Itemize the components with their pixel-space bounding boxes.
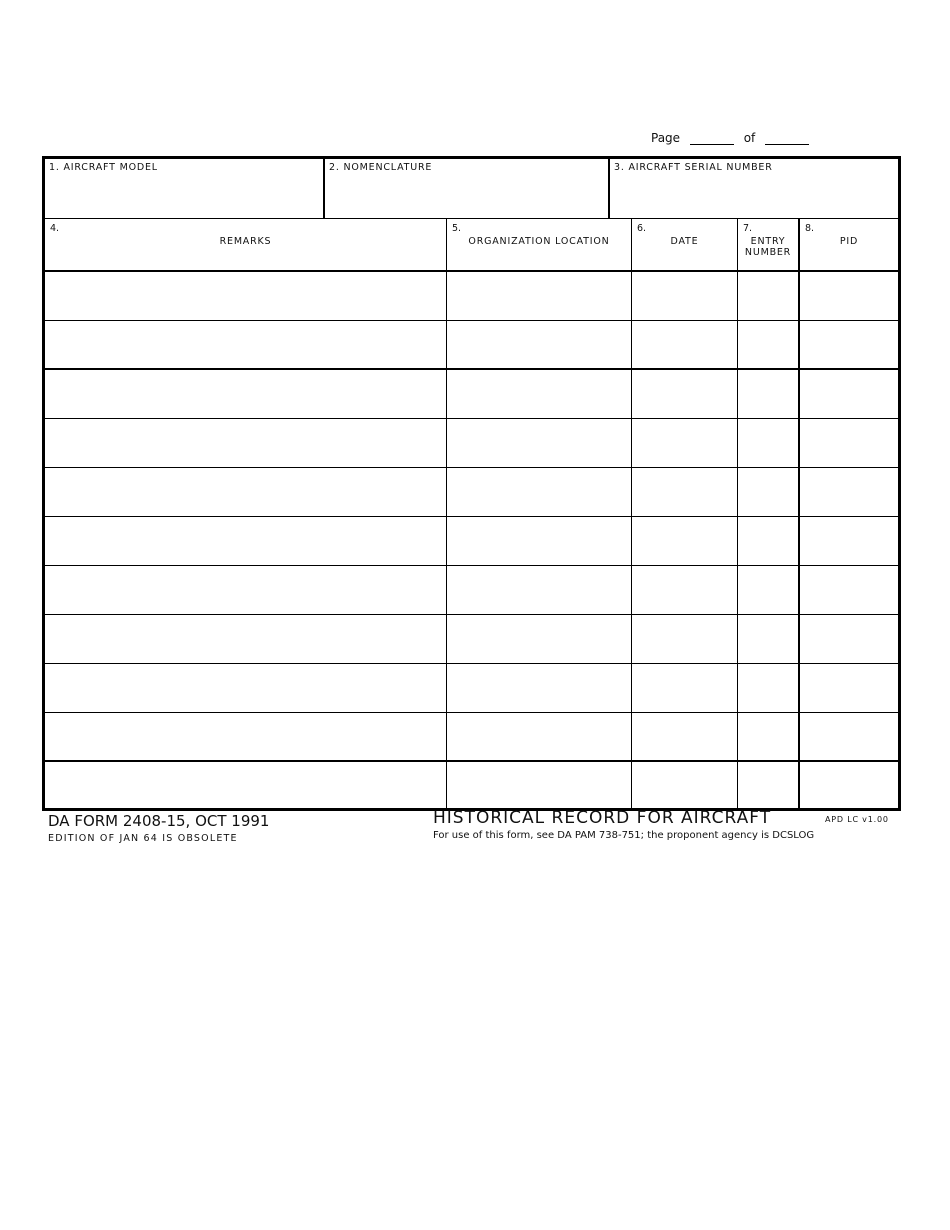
date-cell[interactable] — [632, 664, 738, 712]
form-number: DA FORM 2408-15, OCT 1991 — [48, 812, 270, 830]
page-number-line — [651, 130, 815, 145]
page-label: Page — [651, 131, 681, 145]
remarks-cell[interactable] — [45, 321, 447, 368]
table-row — [45, 713, 898, 762]
table-row — [45, 762, 898, 811]
table-row — [45, 615, 898, 664]
remarks-cell[interactable] — [45, 468, 447, 516]
date-column-header — [632, 219, 738, 270]
pid-cell[interactable] — [800, 615, 898, 663]
edition-note: EDITION OF JAN 64 IS OBSOLETE — [48, 833, 238, 844]
pid-cell[interactable] — [800, 762, 898, 811]
table-row — [45, 664, 898, 713]
pid-cell[interactable] — [800, 468, 898, 516]
entry-number-cell[interactable] — [738, 615, 800, 663]
form-header — [45, 159, 898, 219]
page-number-field[interactable] — [690, 130, 734, 145]
historical-record-form — [42, 156, 901, 811]
date-cell[interactable] — [632, 762, 738, 811]
organization-location-cell[interactable] — [447, 517, 632, 565]
column-number: 4. — [50, 223, 60, 234]
remarks-cell[interactable] — [45, 762, 447, 811]
pid-cell[interactable] — [800, 272, 898, 320]
column-number: 7. — [743, 223, 753, 234]
entry-number-cell[interactable] — [738, 370, 800, 418]
remarks-cell[interactable] — [45, 370, 447, 418]
entry-number-cell[interactable] — [738, 419, 800, 467]
form-title: HISTORICAL RECORD FOR AIRCRAFT — [433, 808, 772, 828]
aircraft-model-field[interactable] — [45, 159, 325, 218]
column-title: ENTRY NUMBER — [744, 236, 792, 258]
column-title: DATE — [670, 236, 699, 247]
pid-cell[interactable] — [800, 321, 898, 368]
entry-number-cell[interactable] — [738, 762, 800, 811]
column-header-row — [45, 219, 898, 272]
pid-cell[interactable] — [800, 713, 898, 760]
entry-rows — [45, 272, 898, 808]
column-number: 8. — [805, 223, 815, 234]
remarks-cell[interactable] — [45, 517, 447, 565]
remarks-cell[interactable] — [45, 713, 447, 760]
entry-number-cell[interactable] — [738, 468, 800, 516]
pid-cell[interactable] — [800, 517, 898, 565]
organization-location-cell[interactable] — [447, 370, 632, 418]
date-cell[interactable] — [632, 321, 738, 368]
date-cell[interactable] — [632, 517, 738, 565]
entry-number-cell[interactable] — [738, 517, 800, 565]
organization-location-column-header — [447, 219, 632, 270]
form-identification — [48, 812, 269, 844]
organization-location-cell[interactable] — [447, 468, 632, 516]
pid-cell[interactable] — [800, 419, 898, 467]
aircraft-model-label: 1. AIRCRAFT MODEL — [49, 162, 158, 173]
organization-location-cell[interactable] — [447, 321, 632, 368]
table-row — [45, 566, 898, 615]
table-row — [45, 517, 898, 566]
date-cell[interactable] — [632, 272, 738, 320]
form-title-block — [433, 808, 814, 841]
remarks-cell[interactable] — [45, 615, 447, 663]
column-title: REMARKS — [219, 236, 272, 247]
entry-number-column-header — [738, 219, 800, 270]
entry-number-cell[interactable] — [738, 321, 800, 368]
serial-number-field[interactable] — [610, 159, 898, 218]
table-row — [45, 468, 898, 517]
organization-location-cell[interactable] — [447, 664, 632, 712]
pid-cell[interactable] — [800, 566, 898, 614]
page-of-label: of — [743, 131, 756, 145]
nomenclature-field[interactable] — [325, 159, 610, 218]
date-cell[interactable] — [632, 419, 738, 467]
organization-location-cell[interactable] — [447, 566, 632, 614]
date-cell[interactable] — [632, 713, 738, 760]
date-cell[interactable] — [632, 566, 738, 614]
table-row — [45, 272, 898, 321]
organization-location-cell[interactable] — [447, 272, 632, 320]
pid-column-header — [800, 219, 898, 270]
remarks-cell[interactable] — [45, 419, 447, 467]
organization-location-cell[interactable] — [447, 615, 632, 663]
remarks-column-header — [45, 219, 447, 270]
table-row — [45, 321, 898, 370]
organization-location-cell[interactable] — [447, 419, 632, 467]
date-cell[interactable] — [632, 615, 738, 663]
serial-number-label: 3. AIRCRAFT SERIAL NUMBER — [614, 162, 773, 173]
date-cell[interactable] — [632, 370, 738, 418]
organization-location-cell[interactable] — [447, 762, 632, 811]
entry-number-cell[interactable] — [738, 566, 800, 614]
entry-number-cell[interactable] — [738, 664, 800, 712]
pid-cell[interactable] — [800, 664, 898, 712]
organization-location-cell[interactable] — [447, 713, 632, 760]
column-title: PID — [839, 236, 859, 247]
entry-number-cell[interactable] — [738, 272, 800, 320]
remarks-cell[interactable] — [45, 664, 447, 712]
nomenclature-label: 2. NOMENCLATURE — [329, 162, 433, 173]
table-row — [45, 419, 898, 468]
column-number: 6. — [637, 223, 647, 234]
remarks-cell[interactable] — [45, 272, 447, 320]
column-title: ORGANIZATION LOCATION — [468, 236, 610, 247]
entry-number-cell[interactable] — [738, 713, 800, 760]
pid-cell[interactable] — [800, 370, 898, 418]
column-number: 5. — [452, 223, 462, 234]
date-cell[interactable] — [632, 468, 738, 516]
remarks-cell[interactable] — [45, 566, 447, 614]
form-usage-note: For use of this form, see DA PAM 738-751; the proponent agency is DCSLOG — [433, 830, 815, 841]
table-row — [45, 370, 898, 419]
page-total-field[interactable] — [765, 130, 809, 145]
version-label: APD LC v1.00 — [825, 815, 889, 824]
